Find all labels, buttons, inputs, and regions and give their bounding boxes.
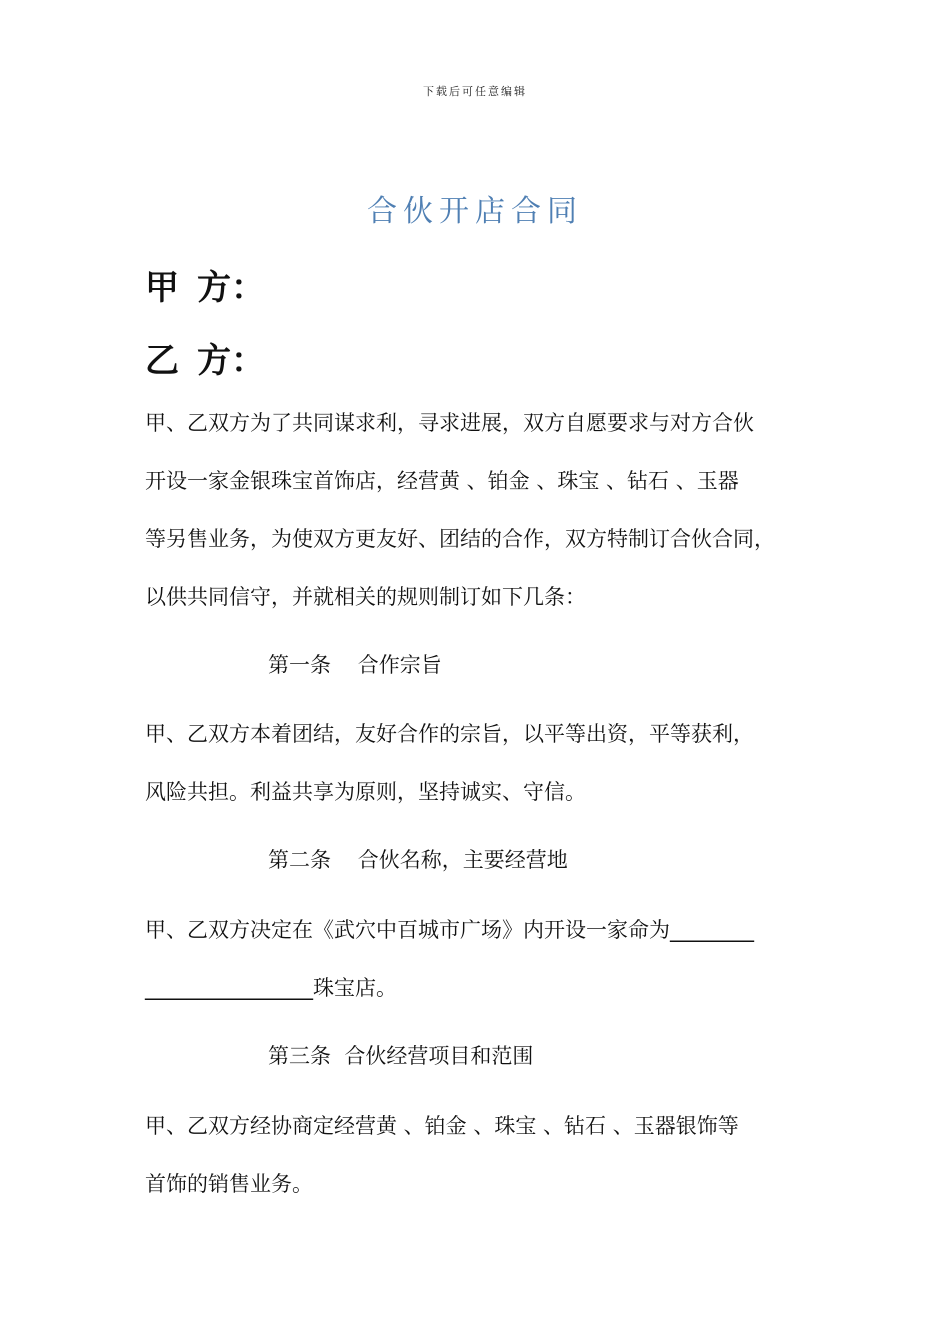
intro-paragraph — [145, 394, 815, 626]
intro-line: 开设一家金银珠宝首饰店，经营黄 、铂金 、珠宝 、钻石 、玉器 — [145, 469, 739, 493]
party-a-suffix: 方： — [197, 268, 265, 308]
intro-line: 以供共同信守，并就相关的规则制订如下几条： — [145, 585, 586, 609]
party-b-label — [145, 333, 265, 382]
intro-line: 等另售业务，为使双方更友好、团结的合作，双方特制订合伙合同， — [145, 527, 775, 551]
article-2-line: ________________珠宝店。 — [145, 976, 397, 1000]
party-b-char: 乙 — [145, 341, 179, 381]
article-3-heading: 第三条 合伙经营项目和范围 — [268, 1044, 534, 1068]
article-2-body — [145, 901, 815, 1017]
article-3-line: 首饰的销售业务。 — [145, 1172, 313, 1196]
party-a-label — [145, 260, 265, 309]
document-title: 合伙开店合同 — [367, 194, 583, 229]
article-2-heading: 第二条 合伙名称，主要经营地 — [268, 848, 568, 872]
article-1-line: 风险共担。利益共享为原则，坚持诚实、守信。 — [145, 780, 586, 804]
article-2-line: 甲、乙双方决定在《武穴中百城市广场》内开设一家命为________ — [145, 918, 754, 942]
article-1-line: 甲、乙双方本着团结，友好合作的宗旨，以平等出资，平等获利， — [145, 722, 754, 746]
article-1-heading: 第一条 合作宗旨 — [268, 653, 442, 677]
article-1-body — [145, 705, 815, 821]
party-a-char: 甲 — [145, 268, 179, 308]
party-b-suffix: 方： — [197, 341, 265, 381]
article-3-body — [145, 1097, 815, 1213]
intro-line: 甲、乙双方为了共同谋求利，寻求进展，双方自愿要求与对方合伙 — [145, 411, 754, 435]
header-note: 下载后可任意编辑 — [423, 85, 527, 98]
article-3-line: 甲、乙双方经协商定经营黄 、铂金 、珠宝 、钻石 、玉器银饰等 — [145, 1114, 739, 1138]
